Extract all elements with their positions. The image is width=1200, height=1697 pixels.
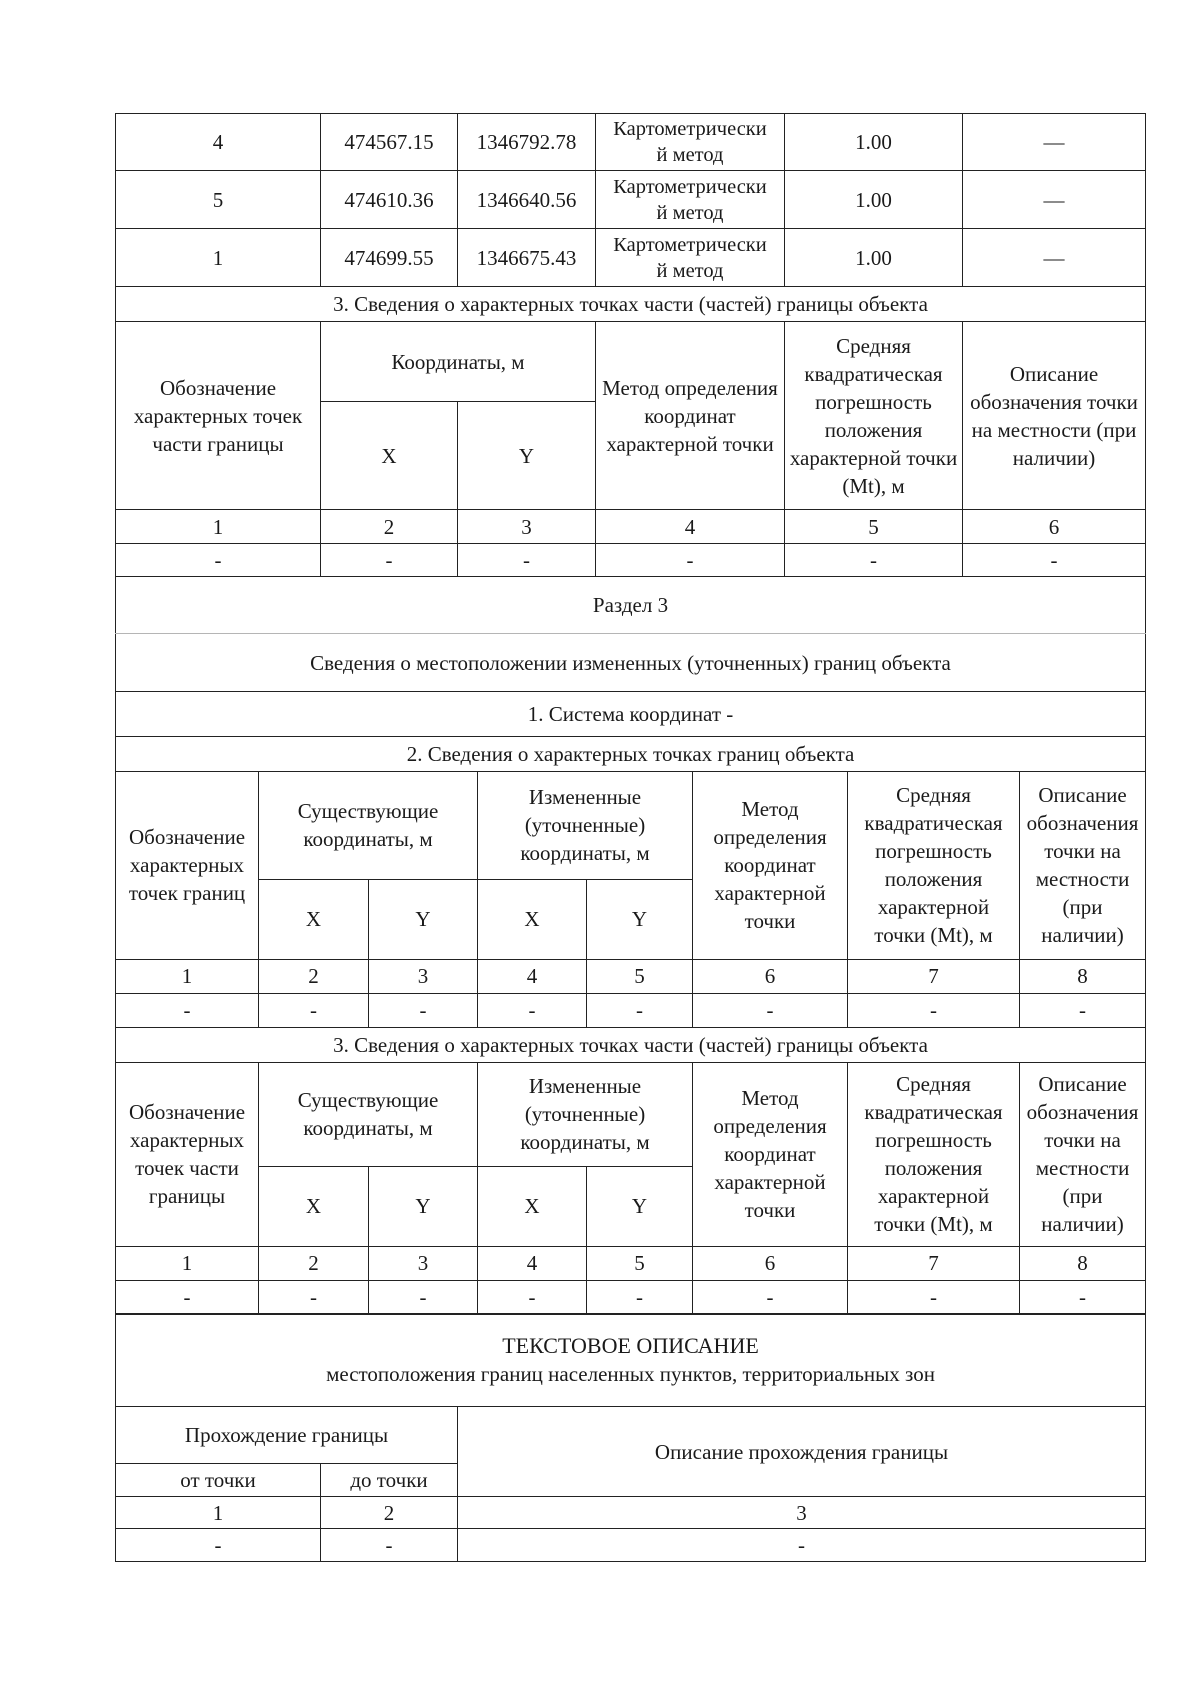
method-line-1: Картометрически	[613, 233, 767, 256]
column-number: 6	[693, 959, 848, 993]
empty-cell: -	[369, 1280, 478, 1314]
header-existing-coordinates: Существующие координаты, м	[259, 771, 478, 879]
column-number: 2	[321, 510, 458, 544]
description-value: —	[963, 229, 1146, 287]
accuracy-value: 1.00	[785, 114, 963, 171]
header-y: Y	[587, 1166, 693, 1246]
column-number: 1	[116, 1497, 321, 1529]
header-to-point: до точки	[321, 1464, 458, 1497]
header-passage: Прохождение границы	[116, 1407, 458, 1464]
column-numbers-row	[116, 1497, 1146, 1529]
header-x: X	[321, 402, 458, 510]
coord-x: 474567.15	[321, 114, 458, 171]
column-number: 7	[848, 959, 1020, 993]
header-designation: Обозначение характерных точек части границы	[116, 1062, 259, 1246]
header-from-point: от точки	[116, 1464, 321, 1497]
coord-x: 474610.36	[321, 171, 458, 229]
header-y: Y	[369, 879, 478, 959]
empty-cell: -	[116, 993, 259, 1027]
section-heading: 2. Сведения о характерных точках границ объекта	[116, 736, 1146, 771]
table-row	[116, 993, 1146, 1027]
header-description: Описание обозначения точки на местности (при наличии)	[963, 322, 1146, 510]
empty-cell: -	[116, 544, 321, 577]
empty-cell: -	[478, 1280, 587, 1314]
header-designation: Обозначение характерных точек части границы	[116, 322, 321, 510]
point-number: 5	[116, 171, 321, 229]
empty-cell: -	[458, 544, 596, 577]
empty-cell: -	[1020, 1280, 1146, 1314]
header-existing-coordinates: Существующие координаты, м	[259, 1062, 478, 1166]
header-passage-description: Описание прохождения границы	[458, 1407, 1146, 1497]
empty-cell: -	[785, 544, 963, 577]
method-cell	[596, 114, 785, 171]
column-numbers-row	[116, 959, 1146, 993]
column-number: 2	[321, 1497, 458, 1529]
empty-cell: -	[458, 1529, 1146, 1562]
accuracy-value: 1.00	[785, 171, 963, 229]
empty-cell: -	[321, 544, 458, 577]
section2-table	[115, 113, 1146, 737]
header-x: X	[478, 879, 587, 959]
empty-cell: -	[848, 1280, 1020, 1314]
empty-cell: -	[587, 993, 693, 1027]
header-method: Метод определения координат характерной точки	[596, 322, 785, 510]
header-description: Описание обозначения точки на местности (при наличии)	[1020, 771, 1146, 959]
empty-cell: -	[596, 544, 785, 577]
table-row	[116, 171, 1146, 229]
column-number: 1	[116, 1246, 259, 1280]
method-line-1: Картометрически	[613, 118, 767, 140]
table-row	[116, 229, 1146, 287]
coord-y: 1346675.43	[458, 229, 596, 287]
column-number: 2	[259, 1246, 369, 1280]
section-3-title: Раздел 3	[116, 577, 1146, 634]
column-number: 7	[848, 1246, 1020, 1280]
point-number: 4	[116, 114, 321, 171]
header-accuracy: Средняя квадратическая погрешность положения характерной точки (Mt), м	[848, 1062, 1020, 1246]
header-description: Описание обозначения точки на местности (при наличии)	[1020, 1062, 1146, 1246]
column-number: 8	[1020, 959, 1146, 993]
column-number: 5	[587, 1246, 693, 1280]
header-changed-coordinates: Измененные (уточненные) координаты, м	[478, 1062, 693, 1166]
table-row	[116, 544, 1146, 577]
empty-cell: -	[116, 1529, 321, 1562]
header-x: X	[259, 1166, 369, 1246]
column-numbers-row	[116, 510, 1146, 544]
coord-y: 1346792.78	[458, 114, 596, 171]
coord-y: 1346640.56	[458, 171, 596, 229]
header-designation: Обозначение характерных точек границ	[116, 771, 259, 959]
description-value: —	[963, 171, 1146, 229]
header-x: X	[259, 879, 369, 959]
header-coordinates: Координаты, м	[321, 322, 596, 402]
empty-cell: -	[693, 1280, 848, 1314]
method-cell	[596, 229, 785, 287]
method-line-2: й метод	[656, 144, 724, 166]
table-row	[116, 1529, 1146, 1562]
empty-cell: -	[848, 993, 1020, 1027]
empty-cell: -	[1020, 993, 1146, 1027]
table-row	[116, 1280, 1146, 1314]
column-number: 1	[116, 510, 321, 544]
empty-cell: -	[321, 1529, 458, 1562]
section-heading: 3. Сведения о характерных точках части (частей) границы объекта	[116, 287, 1146, 322]
section3-table	[115, 736, 1146, 1315]
empty-cell: -	[478, 993, 587, 1027]
header-x: X	[478, 1166, 587, 1246]
accuracy-value: 1.00	[785, 229, 963, 287]
empty-cell: -	[116, 1280, 259, 1314]
empty-cell: -	[259, 993, 369, 1027]
section-heading: 3. Сведения о характерных точках части (частей) границы объекта	[116, 1027, 1146, 1062]
text-description-title: ТЕКСТОВОЕ ОПИСАНИЕ	[502, 1333, 759, 1359]
column-number: 3	[458, 1497, 1146, 1529]
section-3-subtitle: Сведения о местоположении измененных (уточненных) границ объекта	[116, 634, 1146, 692]
coordinate-system: 1. Система координат -	[116, 692, 1146, 737]
column-number: 4	[596, 510, 785, 544]
description-value: —	[963, 114, 1146, 171]
column-number: 6	[693, 1246, 848, 1280]
header-accuracy: Средняя квадратическая погрешность положения характерной точки (Mt), м	[785, 322, 963, 510]
method-line-2: й метод	[656, 201, 724, 224]
column-number: 1	[116, 959, 259, 993]
column-number: 4	[478, 959, 587, 993]
text-description-header	[116, 1314, 1146, 1407]
column-number: 8	[1020, 1246, 1146, 1280]
column-number: 3	[458, 510, 596, 544]
column-numbers-row	[116, 1246, 1146, 1280]
method-cell	[596, 171, 785, 229]
empty-cell: -	[693, 993, 848, 1027]
method-line-1: Картометрически	[613, 175, 767, 198]
header-y: Y	[369, 1166, 478, 1246]
column-number: 3	[369, 959, 478, 993]
header-y: Y	[587, 879, 693, 959]
empty-cell: -	[259, 1280, 369, 1314]
column-number: 5	[785, 510, 963, 544]
column-number: 2	[259, 959, 369, 993]
coord-x: 474699.55	[321, 229, 458, 287]
header-method: Метод определения координат характерной точки	[693, 1062, 848, 1246]
method-line-2: й метод	[656, 259, 724, 282]
header-y: Y	[458, 402, 596, 510]
header-method: Метод определения координат характерной точки	[693, 771, 848, 959]
column-number: 5	[587, 959, 693, 993]
empty-cell: -	[963, 544, 1146, 577]
column-number: 4	[478, 1246, 587, 1280]
header-accuracy: Средняя квадратическая погрешность положения характерной точки (Mt), м	[848, 771, 1020, 959]
header-changed-coordinates: Измененные (уточненные) координаты, м	[478, 771, 693, 879]
empty-cell: -	[369, 993, 478, 1027]
text-description-subtitle: местоположения границ населенных пунктов, территориальных зон	[326, 1362, 935, 1387]
point-number: 1	[116, 229, 321, 287]
text-description-table	[115, 1313, 1146, 1562]
empty-cell: -	[587, 1280, 693, 1314]
column-number: 6	[963, 510, 1146, 544]
document-sheet	[115, 113, 1145, 1562]
table-row	[116, 114, 1146, 171]
column-number: 3	[369, 1246, 478, 1280]
